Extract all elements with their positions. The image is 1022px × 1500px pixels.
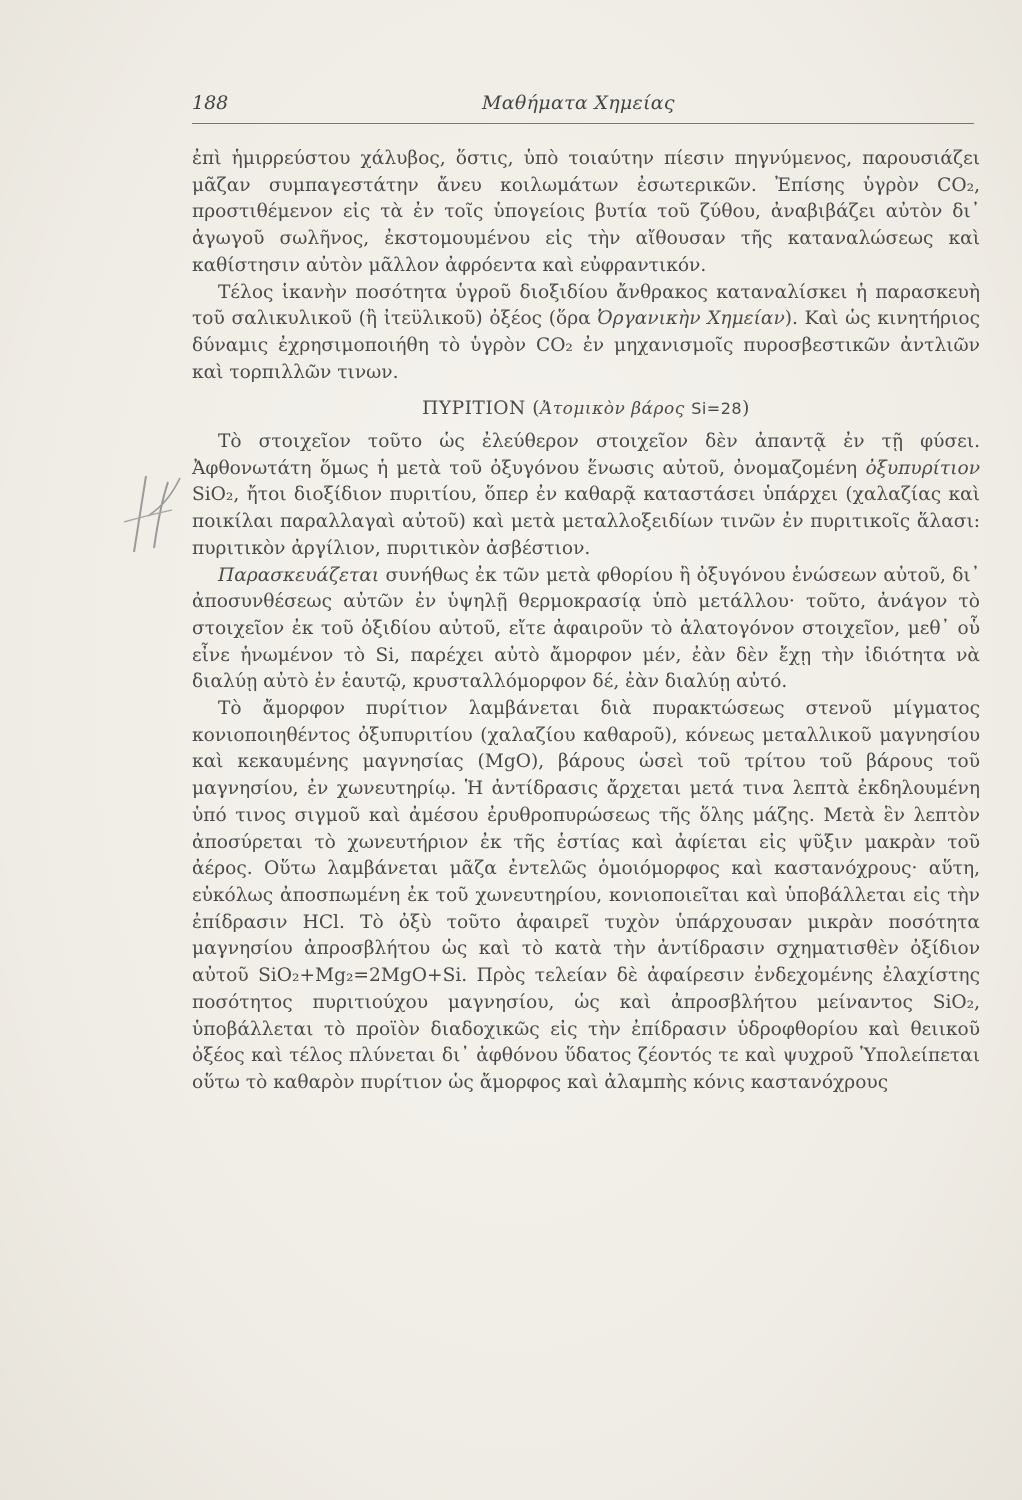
paragraph-5: Τὸ ἄμορφον πυρίτιον λαμβάνεται διὰ πυρακτώσεως στενοῦ μίγματος κονιοποιηθέντος ὀξυπυριτίου (χαλαζίου καθαροῦ), κόνεως μεταλλικοῦ μαγνησίου καὶ κεκαυμένης μαγνησίας (MgO), βάρους ὡσεὶ τοῦ τρίτου τοῦ βάρους τοῦ μαγνησίου, ἐν χωνευτηρίῳ. Ἡ ἀντίδρασις ἄρχεται μετά τινα λεπτὰ ἐκδηλουμένη ὑπό τινος σιγμοῦ καὶ ἀμέσου ἐρυθροπυρώσεως τῆς ὅλης μάζης. Μετὰ ἓν λεπτὸν ἀποσύρεται τὸ χωνευτήριον ἐκ τῆς ἑστίας καὶ ἀφίεται εἰς ψῦξιν μακρὰν τοῦ ἀέρος. Οὕτω λαμβάνεται μᾶζα ἐντελῶς ὁμοιόμορφος καὶ καστανόχρους· αὕτη, εὐκόλως ἀποσπωμένη ἐκ τοῦ χωνευτηρίου, κονιοποιεῖται καὶ ὑποβάλλεται εἰς τὴν ἐπίδρασιν HCl. Τὸ ὀξὺ τοῦτο ἀφαιρεῖ τυχὸν ὑπάρχουσαν μικρὰν ποσότητα μαγνησίου ἀπροσβλήτου ὡς καὶ τὸ κατὰ τὴν ἀντίδρασιν σχηματισθὲν ὀξίδιον αὐτοῦ SiO₂+Mg₂=2MgO+Si. Πρὸς τελείαν δὲ ἀφαίρεσιν ἐνδεχομένης ἐλαχίστης ποσότητος πυριτιούχου μαγνησίου, ὡς καὶ ἀπροσβλήτου μείναντος SiO₂, ὑποβάλλεται τὸ προϊὸν διαδοχικῶς εἰς τὴν ἐπίδρασιν ὑδροφθορίου καὶ θειικοῦ ὀξέος καὶ τέλος πλύνεται δι᾽ ἀφθόνου ὕδατος ζέοντός τε καὶ ψυχροῦ Ὑπολείπεται οὕτω τὸ καθαρὸν πυρίτιον ὡς ἄμορφος καὶ ἀλαμπὴς κόνις καστανόχρους — [192, 698, 980, 1093]
paragraph-3-term: ὀξυπυρίτιον — [865, 457, 980, 479]
section-atomic-weight-label: Ἀτομικὸν βάρος — [539, 399, 685, 420]
paragraph-3 — [192, 429, 980, 563]
header-rule — [192, 123, 974, 124]
paragraph-4-text: συνήθως ἐκ τῶν μετὰ φθορίου ἢ ὀξυγόνου ἑνώσεων αὐτοῦ, δι᾽ ἀποσυνθέσεως αὐτῶν ἐν ὑψηλῇ θερμοκρασίᾳ ὑπὸ μετάλλου· τοῦτο, ἀνάγον τὸ στοιχεῖον ἐκ τοῦ ὀξιδίου αὐτοῦ, εἴτε ἀφαιροῦν τὸ ἁλατογόνον στοιχεῖον, μεθ᾽ οὗ εἶνε ἡνωμένον τὸ Si, παρέχει αὐτὸ ἄμορφον μέν, ἐὰν δὲν ἔχῃ τὴν ἰδιότητα νὰ διαλύῃ αὐτὸ ἐν ἑαυτῷ, κρυσταλλόμορφον δέ, ἐὰν διαλύῃ αὐτό. — [192, 564, 980, 693]
paragraph-2-text-b: ). Καὶ ὡς κινητήριος δύναμις ἐχρησιμοποιήθη τὸ ὑγρὸν CO₂ ἐν μηχανισμοῖς πυροσβεστικῶν ἀντλιῶν καὶ τορπιλλῶν τινων. — [192, 308, 980, 383]
page-number: 188 — [192, 92, 229, 114]
paragraph-3-text-a: Τὸ στοιχεῖον τοῦτο ὡς ἐλεύθερον στοιχεῖον δὲν ἀπαντᾷ ἐν τῇ φύσει. Ἀφθονωτάτη ὅμως ἡ μετὰ τοῦ ὀξυγόνου ἕνωσις αὐτοῦ, ὀνομαζομένη — [192, 431, 980, 479]
section-title: ΠΥΡΙΤΙΟΝ — [422, 398, 526, 420]
handwritten-margin-mark — [118, 470, 198, 560]
paragraph-3-text-b: SiO₂, ἤτοι διοξίδιον πυριτίου, ὅπερ ἐν καθαρᾷ καταστάσει ὑπάρχει (χαλαζίας καὶ ποικίλαι παραλλαγαὶ αὐτοῦ) καὶ μετὰ μεταλλοξειδίων τινῶν ἐν πυριτικοῖς ἅλασι: πυριτικὸν ἀργίλιον, πυριτικὸν ἀσβέστιον. — [192, 484, 980, 559]
running-title: Μαθήματα Χημείας — [482, 92, 675, 114]
paragraph-4 — [192, 563, 980, 697]
section-atomic-weight-value: Si=28 — [691, 399, 743, 419]
paragraph-4-term: Παρασκευάζεται — [218, 564, 380, 586]
section-heading: ΠΥΡΙΤΙΟΝ (Ἀτομικὸν βάρος Si=28) — [422, 398, 750, 420]
paragraph-2-text-a: Τέλος ἱκανὴν ποσότητα ὑγροῦ διοξιδίου ἄνθρακος καταναλίσκει ἡ παρασκευὴ τοῦ σαλικυλικοῦ (ἢ ἰτεϋλικοῦ) ὀξέος (ὅρα — [192, 281, 980, 330]
paragraph-2-reference: Ὀργανικὴν Χημείαν — [597, 308, 785, 330]
page-body — [192, 146, 980, 1097]
paragraph-1: ἐπὶ ἡμιρρεύστου χάλυβος, ὅστις, ὑπὸ τοιαύτην πίεσιν πηγνύμενος, παρουσιάζει μᾶζαν συμπαγεστάτην ἄνευ κοιλωμάτων ἐσωτερικῶν. Ἐπίσης ὑγρὸν CO₂, προστιθέμενον εἰς τὰ ἐν τοῖς ὑπογείοις βυτία τοῦ ζύθου, ἀναβιβάζει αὐτὸν δι᾽ ἀγωγοῦ σωλῆνος, ἐκστομουμένου εἰς τὴν αἴθουσαν τῆς καταναλώσεως καὶ καθίστησιν αὐτὸν μᾶλλον ἀφρόεντα καὶ εὐφραντικόν. — [192, 148, 980, 276]
page-header — [192, 92, 974, 122]
paragraph-2 — [192, 280, 980, 387]
